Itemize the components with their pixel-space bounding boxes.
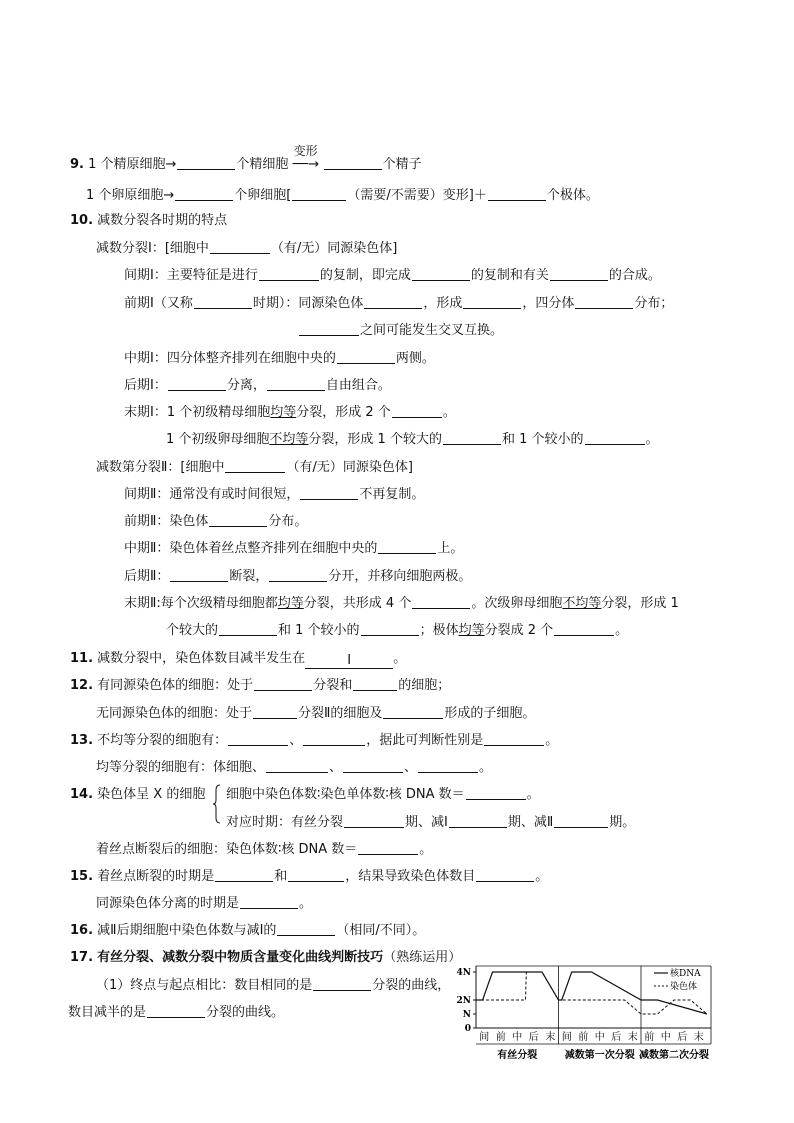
text: 均等分裂的细胞有：体细胞、 [96, 760, 266, 775]
text: 。 [299, 896, 313, 911]
phase-label: 末 [627, 1032, 638, 1043]
q10-prophase2-line [124, 513, 307, 531]
group-label: 有丝分裂 [497, 1050, 538, 1061]
q10-prophase1-line [124, 295, 673, 313]
text: 减数分裂Ⅰ：[细胞中 [96, 241, 209, 256]
text: ，结果导致染色体数目 [345, 869, 476, 884]
legend-chromosome-label: 染色体 [670, 982, 698, 992]
arrow-icon: ──→ [292, 157, 320, 172]
text: 末期Ⅱ:每个次级精母细胞都 [124, 596, 278, 611]
q12-line1 [70, 677, 450, 695]
q16-number: 16. [70, 923, 94, 938]
text: 。 [393, 651, 407, 666]
text: 分裂的曲线， [372, 978, 451, 993]
blank[interactable] [412, 267, 470, 281]
q9-text-b: 个精细胞 [236, 157, 289, 172]
phase-label: 中 [660, 1032, 671, 1043]
group-label: 减数第一次分裂 [564, 1050, 635, 1061]
blank[interactable] [266, 759, 328, 773]
y-tick-label: N [462, 1010, 471, 1020]
text: 形成的子细胞。 [444, 706, 536, 721]
text: 自由组合。 [325, 378, 391, 393]
blank[interactable] [225, 459, 285, 473]
blank[interactable] [219, 622, 277, 636]
text: 减数第分裂Ⅱ：[细胞中 [96, 460, 225, 475]
text: 中期Ⅱ：染色体着丝点整齐排列在细胞中央的 [124, 541, 378, 556]
text: 分裂Ⅱ的细胞及 [298, 706, 383, 721]
text: （有/无）同源染色体] [286, 460, 413, 475]
text: 后期Ⅱ： [124, 569, 170, 584]
blank[interactable] [168, 377, 226, 391]
text: 两侧。 [395, 351, 435, 366]
blank[interactable] [259, 267, 319, 281]
text: 期、减Ⅱ [507, 815, 554, 830]
text: 分布。 [268, 514, 308, 529]
blank[interactable] [585, 431, 645, 445]
text: 均等 [458, 623, 485, 638]
q10-title-line [70, 212, 227, 230]
q10-metaphase2-line [124, 540, 463, 558]
blank[interactable] [484, 732, 544, 746]
text: 不均等 [269, 432, 309, 447]
blank[interactable] [267, 377, 325, 391]
text: 数目减半的是 [68, 1005, 147, 1020]
q10-metaphase1-line [124, 350, 435, 368]
q9-blank-1[interactable] [177, 156, 235, 170]
q15-line1 [70, 868, 548, 886]
text: 分裂的曲线。 [206, 1005, 285, 1020]
text: 染色体呈 X 的细胞 [97, 787, 206, 802]
text: （相同/不同）。 [336, 923, 426, 938]
text: 。 [526, 787, 540, 802]
q9-text-d: 1 个卵原细胞→ [86, 188, 175, 203]
blank[interactable] [575, 295, 633, 309]
text: 均等 [277, 596, 304, 611]
text: 对应时期：有丝分裂 [226, 815, 344, 830]
q14-number: 14. [70, 787, 94, 802]
q10-telophase2-line2 [166, 622, 628, 640]
phase-label: 末 [545, 1032, 556, 1043]
text: 不均等 [562, 596, 602, 611]
blank[interactable] [337, 350, 395, 364]
text: 无同源染色体的细胞：处于 [96, 706, 253, 721]
q13-number: 13. [70, 733, 94, 748]
text: 。 [535, 869, 549, 884]
blank[interactable] [443, 431, 501, 445]
blank[interactable] [343, 759, 403, 773]
text: 的合成。 [608, 268, 661, 283]
text: 的复制，即完成 [319, 268, 411, 283]
q17-note: （熟练运用） [383, 950, 462, 965]
blank[interactable] [353, 677, 397, 691]
text: 间期Ⅱ：通常没有或时间很短， [124, 487, 300, 502]
blank[interactable] [277, 922, 335, 936]
text: 分裂成 2 个 [484, 623, 554, 638]
text: 减数分裂中，染色体数目减半发生在 [97, 651, 306, 666]
q10-number: 10. [70, 213, 94, 228]
q16-line [70, 922, 425, 940]
text: 1 个初级卵母细胞 [166, 432, 270, 447]
q9-text-e: 个卵细胞[ [234, 188, 292, 203]
text: ，据此可判断性别是 [366, 733, 484, 748]
q10-title: 减数分裂各时期的特点 [97, 213, 228, 228]
phase-label: 末 [693, 1032, 704, 1043]
text: ；极体 [419, 623, 459, 638]
q9-deform-arrow [292, 144, 323, 174]
q14-line2 [226, 814, 635, 832]
phase-label: 中 [512, 1032, 523, 1043]
q9-text-g: 个极体。 [546, 188, 599, 203]
text: 分离， [226, 378, 266, 393]
phase-label: 前 [644, 1032, 655, 1043]
phase-label: 前 [495, 1032, 506, 1043]
text: 前期Ⅰ（又称 [124, 296, 193, 311]
q17-title-line [70, 949, 461, 967]
text: 。 [645, 432, 659, 447]
blank[interactable] [378, 540, 436, 554]
blank[interactable] [215, 868, 273, 882]
phase-label: 前 [578, 1032, 589, 1043]
blank[interactable] [299, 322, 359, 336]
blank[interactable] [288, 868, 344, 882]
text: 。次级卵母细胞 [471, 596, 563, 611]
blank[interactable] [550, 267, 608, 281]
text: 。 [442, 405, 456, 420]
phase-label: 后 [528, 1032, 539, 1043]
q10-interphase2-line [124, 486, 424, 504]
q13-line1 [70, 732, 558, 750]
brace-icon [213, 784, 221, 824]
text: 和 1 个较小的 [278, 623, 360, 638]
q10-meiosis2-line [96, 459, 413, 477]
blank[interactable] [476, 868, 534, 882]
text: 。 [615, 623, 629, 638]
q10-anaphase1-line [124, 377, 391, 395]
text: 不再复制。 [359, 487, 425, 502]
blank[interactable] [418, 759, 478, 773]
q9-text-a: 1 个精原细胞→ [88, 157, 177, 172]
q9-blank-5[interactable] [488, 187, 546, 201]
blank[interactable] [253, 705, 297, 719]
text: 细胞中染色体数∶染色单体数∶核 DNA 数＝ [226, 787, 465, 802]
q9-number: 9. [70, 157, 84, 172]
text: 个较大的 [166, 623, 219, 638]
blank[interactable] [358, 841, 418, 855]
q13-line2 [96, 759, 492, 777]
blank[interactable] [463, 295, 521, 309]
q9-deform-label: 变形 [293, 144, 318, 158]
text: 上。 [437, 541, 464, 556]
blank[interactable] [313, 977, 371, 991]
q9-line2 [86, 187, 599, 205]
text: 的复制和有关 [470, 268, 549, 283]
q11-number: 11. [70, 651, 94, 666]
text: 期。 [609, 815, 636, 830]
blank[interactable] [254, 677, 312, 691]
text: 和 1 个较小的 [501, 432, 584, 447]
q14-line1b [226, 786, 540, 804]
blank[interactable] [466, 786, 526, 800]
blank[interactable] [210, 240, 270, 254]
q10-interphase1-line [124, 267, 661, 285]
q17-line2 [68, 1004, 284, 1022]
blank[interactable] [449, 814, 507, 828]
blank[interactable] [392, 404, 442, 418]
text: 着丝点断裂后的细胞：染色体数∶核 DNA 数＝ [96, 842, 358, 857]
q9-blank-2[interactable] [324, 156, 382, 170]
q17-title: 有丝分裂、减数分裂中物质含量变化曲线判断技巧 [97, 950, 384, 965]
text: ，四分体 [522, 296, 575, 311]
q10-telophase1-line2 [166, 431, 659, 449]
text: 和 [274, 869, 288, 884]
blank[interactable] [554, 622, 614, 636]
q10-anaphase2-line [124, 568, 471, 586]
group-label: 减数第二次分裂 [639, 1050, 709, 1061]
text: 不均等分裂的细胞有： [97, 733, 228, 748]
q10-prophase1-line2 [298, 322, 503, 340]
text: 、 [404, 760, 418, 775]
q15-line2 [96, 895, 312, 913]
text: 后期Ⅰ： [124, 378, 167, 393]
blank[interactable] [344, 814, 404, 828]
text: 。 [479, 760, 493, 775]
phase-label: 间 [561, 1032, 572, 1043]
text: 分裂，共形成 4 个 [303, 596, 412, 611]
text: 分布； [634, 296, 674, 311]
text: （1）终点与起点相比：数目相同的是 [96, 978, 313, 993]
blank[interactable] [300, 486, 358, 500]
q12-line2 [96, 705, 535, 723]
text: 之间可能发生交叉互换。 [360, 323, 504, 338]
blank[interactable] [383, 705, 443, 719]
q10-telophase2-line [124, 595, 679, 613]
blank[interactable] [240, 895, 298, 909]
q12-number: 12. [70, 678, 94, 693]
blank[interactable] [269, 568, 327, 582]
dna-chromosome-chart [448, 962, 728, 1068]
q17-line1 [96, 977, 450, 995]
blank[interactable] [303, 732, 365, 746]
text: 有同源染色体的细胞：处于 [97, 678, 254, 693]
y-tick-label: 4N [456, 968, 471, 978]
text: 期、减Ⅰ [405, 815, 448, 830]
text: 、 [329, 760, 343, 775]
blank[interactable] [147, 1004, 205, 1018]
q11-answer-blank[interactable]: I [305, 653, 393, 669]
text: 同源染色体分离的时期是 [96, 896, 240, 911]
q11-line [70, 650, 406, 669]
q9-blank-4[interactable] [292, 187, 346, 201]
text: 均等 [270, 405, 297, 420]
text: ，形成 [423, 296, 463, 311]
text: 分裂，形成 1 [601, 596, 679, 611]
phase-label: 后 [677, 1032, 688, 1043]
blank[interactable] [361, 622, 419, 636]
blank[interactable] [364, 295, 422, 309]
text: 分裂和 [313, 678, 353, 693]
blank[interactable] [209, 513, 267, 527]
y-tick-label: 2N [456, 996, 471, 1006]
text: 着丝点断裂的时期是 [97, 869, 215, 884]
text: 时期）：同源染色体 [252, 296, 364, 311]
q10-meiosis1-line [96, 240, 397, 258]
q10-telophase1-line [124, 404, 456, 422]
text: 前期Ⅱ：染色体 [124, 514, 209, 529]
blank[interactable] [554, 814, 608, 828]
text: 的细胞； [398, 678, 451, 693]
blank[interactable] [170, 568, 228, 582]
text: 末期Ⅰ：1 个初级精母细胞 [124, 405, 271, 420]
text: 分裂，形成 2 个 [296, 405, 391, 420]
q9-text-c: 个精子 [382, 157, 422, 172]
text: 减Ⅱ后期细胞中染色体数与减Ⅰ的 [97, 923, 277, 938]
q9-line1 [70, 144, 422, 174]
text: 分开，并移向细胞两极。 [328, 569, 472, 584]
q9-text-f: （需要/不需要）变形]＋ [347, 188, 487, 203]
blank[interactable] [194, 295, 252, 309]
phase-label: 中 [594, 1032, 605, 1043]
text: 断裂， [229, 569, 269, 584]
blank[interactable] [412, 595, 470, 609]
text: 、 [289, 733, 303, 748]
phase-label: 间 [479, 1032, 490, 1043]
text: 间期Ⅰ：主要特征是进行 [124, 268, 258, 283]
text: 分裂，形成 1 个较大的 [308, 432, 442, 447]
blank[interactable] [228, 732, 288, 746]
y-tick-label: 0 [464, 1024, 471, 1034]
q17-number: 17. [70, 950, 94, 965]
text: 。 [419, 842, 433, 857]
phase-label: 后 [611, 1032, 622, 1043]
legend-dna-label: 核DNA [670, 969, 701, 979]
q9-blank-3[interactable] [175, 187, 233, 201]
text: 。 [545, 733, 559, 748]
q14-line3 [96, 841, 432, 859]
text: 中期Ⅰ：四分体整齐排列在细胞中央的 [124, 351, 336, 366]
text: （有/无）同源染色体] [270, 241, 398, 256]
q15-number: 15. [70, 869, 94, 884]
q14-line1 [70, 786, 205, 804]
